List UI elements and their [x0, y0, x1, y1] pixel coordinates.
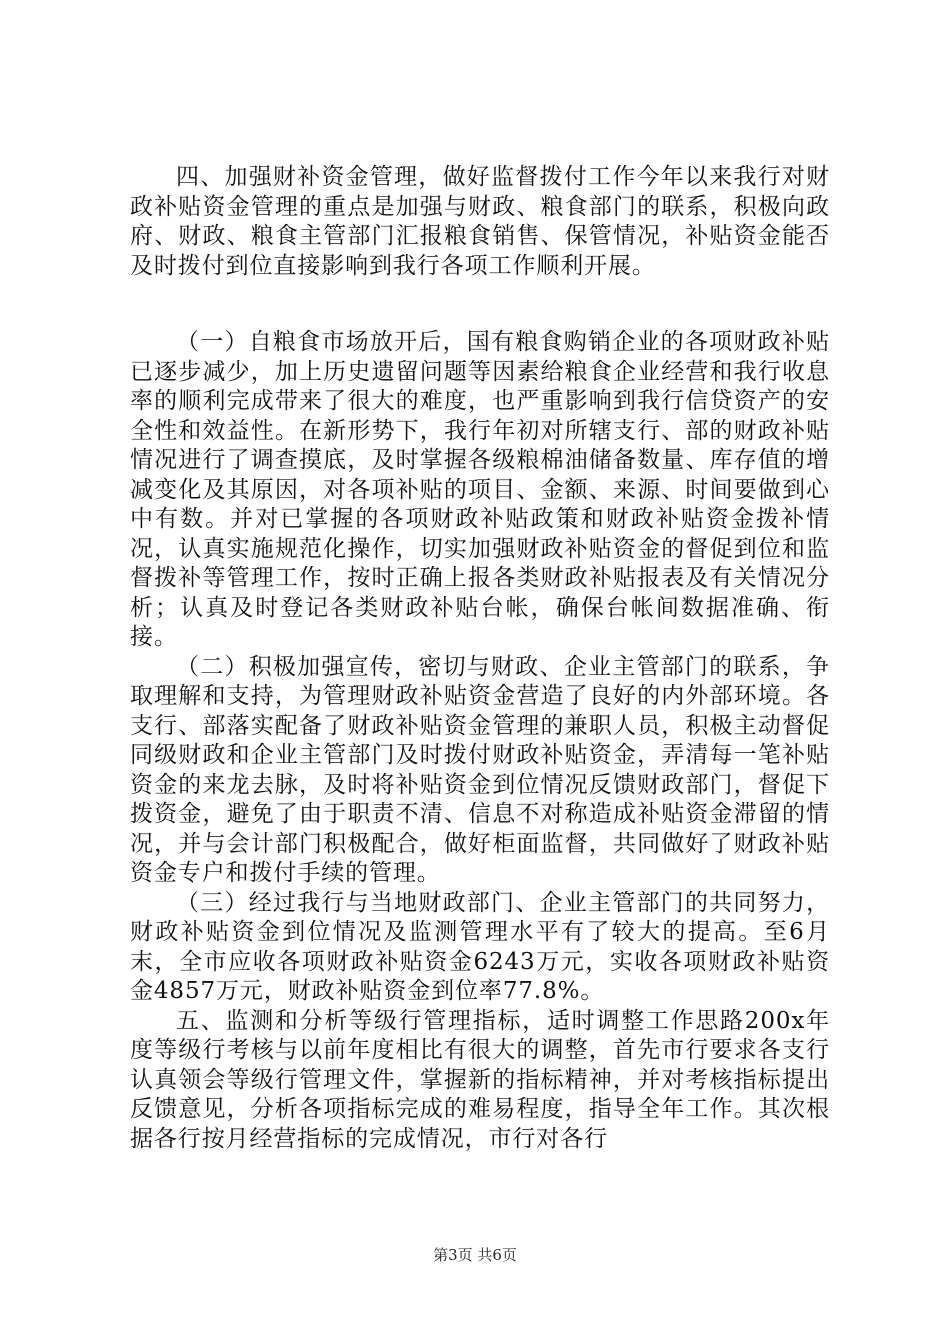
page-footer: 第3页 共6页 — [433, 1246, 517, 1264]
document-body — [130, 163, 830, 1154]
paragraph-item-three: （三）经过我行与当地财政部门、企业主管部门的共同努力，财政补贴资金到位情况及监测管理水平有了较大的提高。至6月末，全市应收各项财政补贴资金6243万元，实收各项财政补贴资金4857万元，财政补贴资金到位率77.8%。 — [130, 889, 830, 1004]
paragraph-item-one: （一）自粮食市场放开后，国有粮食购销企业的各项财政补贴已逐步减少，加上历史遗留问题等因素给粮食企业经营和我行收息率的顺利完成带来了很大的难度，也严重影响到我行信贷资产的安全性和效益性。在新形势下，我行年初对所辖支行、部的财政补贴情况进行了调查摸底，及时掌握各级粮棉油储备数量、库存值的增减变化及其原因，对各项补贴的项目、金额、来源、时间要做到心中有数。并对已掌握的各项财政补贴政策和财政补贴资金拨补情况，认真实施规范化操作，切实加强财政补贴资金的督促到位和监督拨补等管理工作，按时正确上报各类财政补贴报表及有关情况分析；认真及时登记各类财政补贴台帐，确保台帐间数据准确、衔接。 — [130, 329, 830, 650]
paragraph-section-four: 四、加强财补资金管理，做好监督拨付工作今年以来我行对财政补贴资金管理的重点是加强与财政、粮食部门的联系，积极向政府、财政、粮食主管部门汇报粮食销售、保管情况，补贴资金能否及时拨付到位直接影响到我行各项工作顺利开展。 — [130, 164, 830, 279]
paragraph-section-five: 五、监测和分析等级行管理指标，适时调整工作思路200x年度等级行考核与以前年度相比有很大的调整，首先市行要求各支行认真领会等级行管理文件，掌握新的指标精神，并对考核指标提出反馈意见，分析各项指标完成的难易程度，指导全年工作。其次根据各行按月经营指标的完成情况，市行对各行 — [130, 1007, 830, 1152]
paragraph-item-two: （二）积极加强宣传，密切与财政、企业主管部门的联系，争取理解和支持，为管理财政补贴资金营造了良好的内外部环境。各支行、部落实配备了财政补贴资金管理的兼职人员，积极主动督促同级财政和企业主管部门及时拨付财政补贴资金，弄清每一笔补贴资金的来龙去脉，及时将补贴资金到位情况反馈财政部门，督促下拨资金，避免了由于职责不清、信息不对称造成补贴资金滞留的情况，并与会计部门积极配合，做好柜面监督，共同做好了财政补贴资金专户和拨付手续的管理。 — [130, 653, 830, 886]
